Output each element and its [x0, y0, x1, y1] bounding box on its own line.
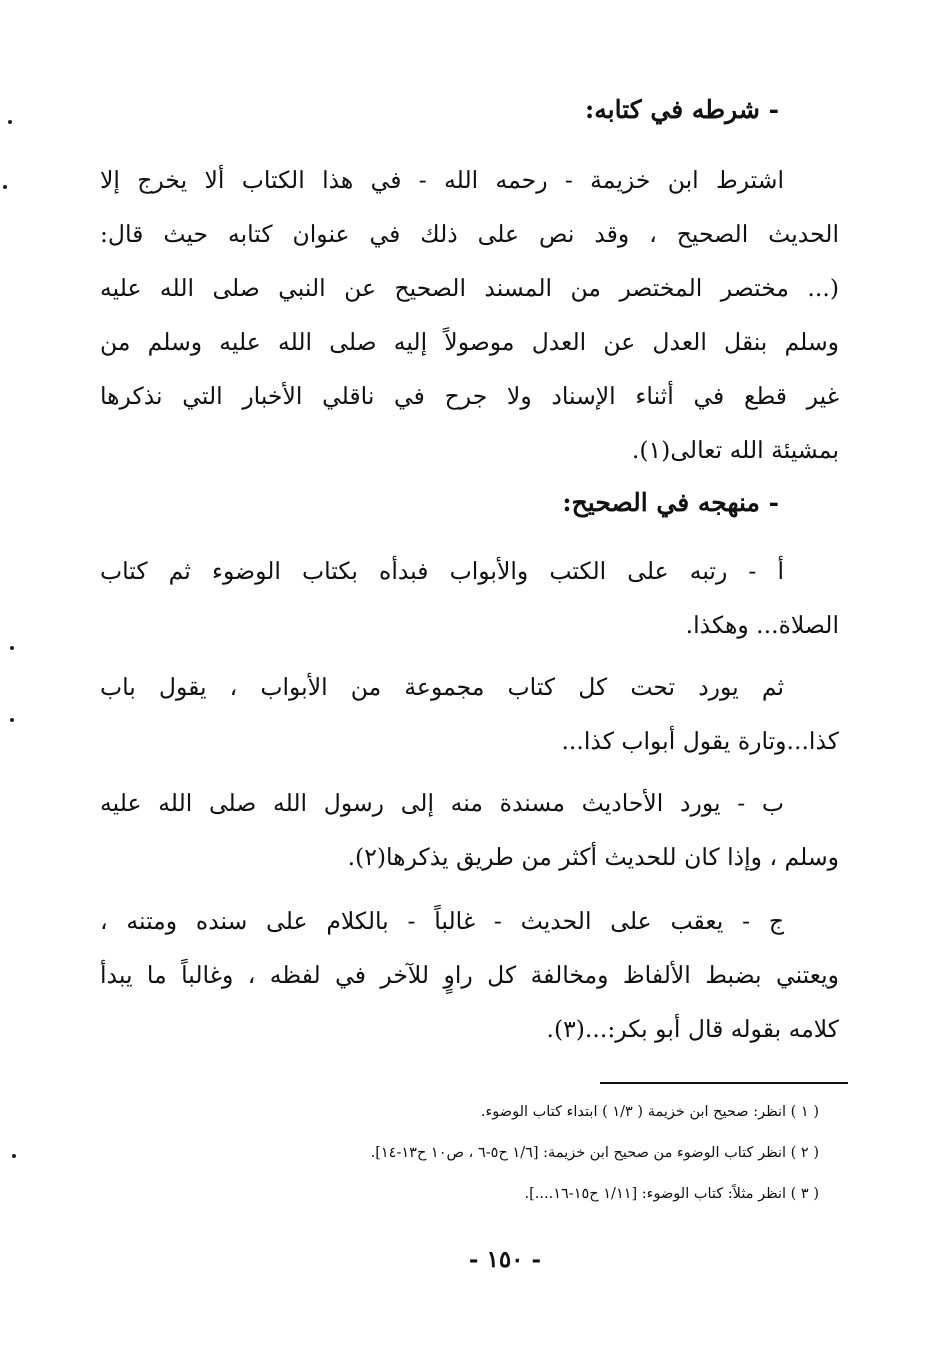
text-line: كذا...وتارة يقول أبواب كذا...: [561, 727, 839, 755]
text-line: اشترط ابن خزيمة - رحمه الله - في هذا الكتاب ألا يخرج إلا: [100, 166, 784, 194]
text-line: ب - يورد الأحاديث مسندة منه إلى رسول الله صلى الله عليه: [100, 789, 784, 817]
text-line: ويعتني بضبط الألفاظ ومخالفة كل راوٍ للآخر في لفظه ، وغالباً ما يبدأ: [100, 961, 839, 989]
text-line: ج - يعقب على الحديث - غالباً - بالكلام على سنده ومتنه ،: [100, 907, 784, 935]
text-line: بمشيئة الله تعالى(١).: [631, 436, 839, 464]
page-number: - ١٥٠ -: [468, 1246, 542, 1273]
scan-speck: [3, 185, 7, 189]
conditions-paragraph: [100, 153, 839, 477]
text-line: كلامه بقوله قال أبو بكر:...(٣).: [546, 1015, 839, 1043]
scan-speck: [10, 646, 14, 650]
methodology-paragraph-then: [100, 660, 839, 768]
text-line: وسلم بنقل العدل عن العدل موصولاً إليه صلى الله عليه وسلم من: [100, 328, 839, 356]
footnote-divider: [600, 1082, 848, 1084]
methodology-paragraph-b: [100, 776, 839, 884]
text-line: الصلاة... وهكذا.: [685, 611, 839, 639]
text-line: ثم يورد تحت كل كتاب مجموعة من الأبواب ، يقول باب: [100, 673, 784, 701]
scan-speck: [8, 120, 12, 124]
footnote-1: ( ١ ) انظر: صحيح ابن خزيمة ( ١/٣ ) ابتداء كتاب الوضوء.: [480, 1104, 819, 1120]
text-line: أ - رتبه على الكتب والأبواب فبدأه بكتاب الوضوء ثم كتاب: [100, 557, 784, 585]
section-heading-methodology: - منهجه في الصحيح:: [562, 488, 779, 517]
text-line: غير قطع في أثناء الإسناد ولا جرح في ناقلي الأخبار التي نذكرها: [100, 382, 839, 410]
methodology-paragraph-c: [100, 894, 839, 1056]
scan-speck: [10, 718, 14, 722]
footnote-3: ( ٣ ) انظر مثلاً: كتاب الوضوء: [١/١١ ح١٥-١٦....].: [524, 1186, 819, 1202]
footnote-2: ( ٢ ) انظر كتاب الوضوء من صحيح ابن خزيمة: [١/٦ ح٥-٦ ، ص١٠ ح١٣-١٤].: [370, 1145, 819, 1161]
scan-speck: [12, 1154, 16, 1158]
section-heading-conditions: - شرطه في كتابه:: [585, 95, 779, 124]
methodology-paragraph-a: [100, 544, 839, 652]
text-line: وسلم ، وإذا كان للحديث أكثر من طريق يذكرها(٢).: [347, 843, 839, 871]
text-line: (... مختصر المختصر من المسند الصحيح عن النبي صلى الله عليه: [100, 274, 839, 302]
text-line: الحديث الصحيح ، وقد نص على ذلك في عنوان كتابه حيث قال:: [100, 220, 839, 248]
